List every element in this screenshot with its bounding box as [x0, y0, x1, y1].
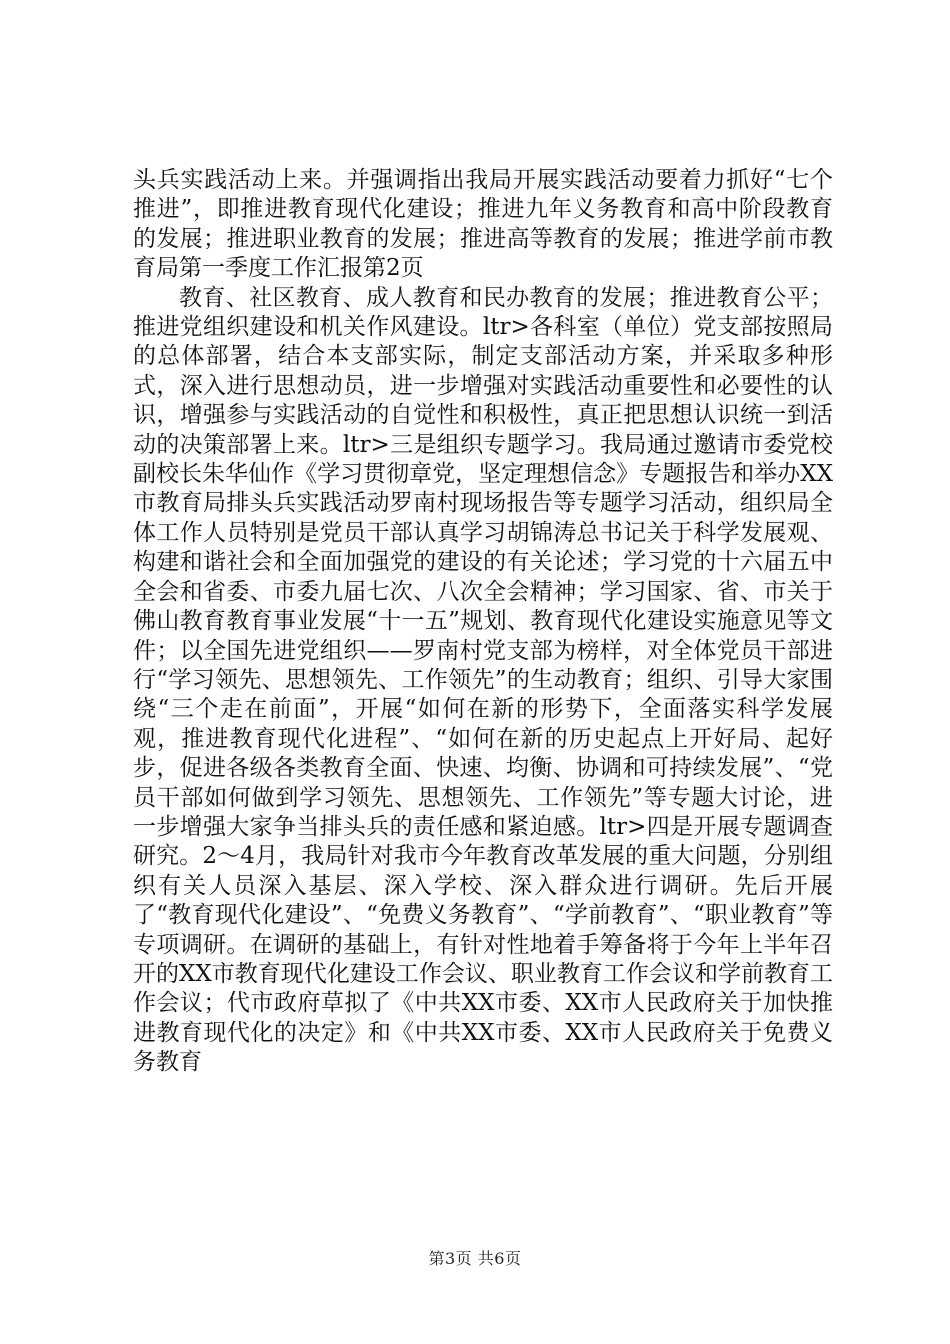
page-footer: 第3页 共6页 [428, 1249, 522, 1268]
body-text [133, 166, 833, 1078]
paragraph-1: 头兵实践活动上来。并强调指出我局开展实践活动要着力抓好“七个推进”，即推进教育现代化建设；推进九年义务教育和高中阶段教育的发展；推进职业教育的发展；推进高等教育的发展；推进学前市教育局第一季度工作汇报第2页 [133, 167, 833, 282]
paragraph-2: 教育、社区教育、成人教育和民办教育的发展；推进教育公平；推进党组织建设和机关作风建设。ltr>各科室（单位）党支部按照局的总体部署，结合本支部实际，制定支部活动方案，并采取多种形式，深入进行思想动员，进一步增强对实践活动重要性和必要性的认识，增强参与实践活动的自觉性和积极性，真正把思想认识统一到活动的决策部署上来。ltr>三是组织专题学习。我局通过邀请市委党校副校长朱华仙作《学习贯彻章党，坚定理想信念》专题报告和举办XX市教育局排头兵实践活动罗南村现场报告等专题学习活动，组织局全体工作人员特别是党员干部认真学习胡锦涛总书记关于科学发展观、构建和谐社会和全面加强党的建设的有关论述；学习党的十六届五中全会和省委、市委九届七次、八次全会精神；学习国家、省、市关于佛山教育教育事业发展“十一五”规划、教育现代化建设实施意见等文件；以全国先进党组织——罗南村党支部为榜样，对全体党员干部进行“学习领先、思想领先、工作领先”的生动教育；组织、引导大家围绕“三个走在前面”，开展“如何在新的形势下，全面落实科学发展观，推进教育现代化进程”、“如何在新的历史起点上开好局、起好步，促进各级各类教育全面、快速、均衡、协调和可持续发展”、“党员干部如何做到学习领先、思想领先、工作领先”等专题大讨论，进一步增强大家争当排头兵的责任感和紧迫感。ltr>四是开展专题调查研究。2～4月，我局针对我市今年教育改革发展的重大问题，分别组织有关人员深入基层、深入学校、深入群众进行调研。先后开展了“教育现代化建设”、“免费义务教育”、“学前教育”、“职业教育”等专项调研。在调研的基础上，有针对性地着手筹备将于今年上半年召开的XX市教育现代化建设工作会议、职业教育工作会议和学前教育工作会议；代市政府草拟了《中共XX市委、XX市人民政府关于加快推进教育现代化的决定》和《中共XX市委、XX市人民政府关于免费义务教育 [133, 284, 833, 1076]
